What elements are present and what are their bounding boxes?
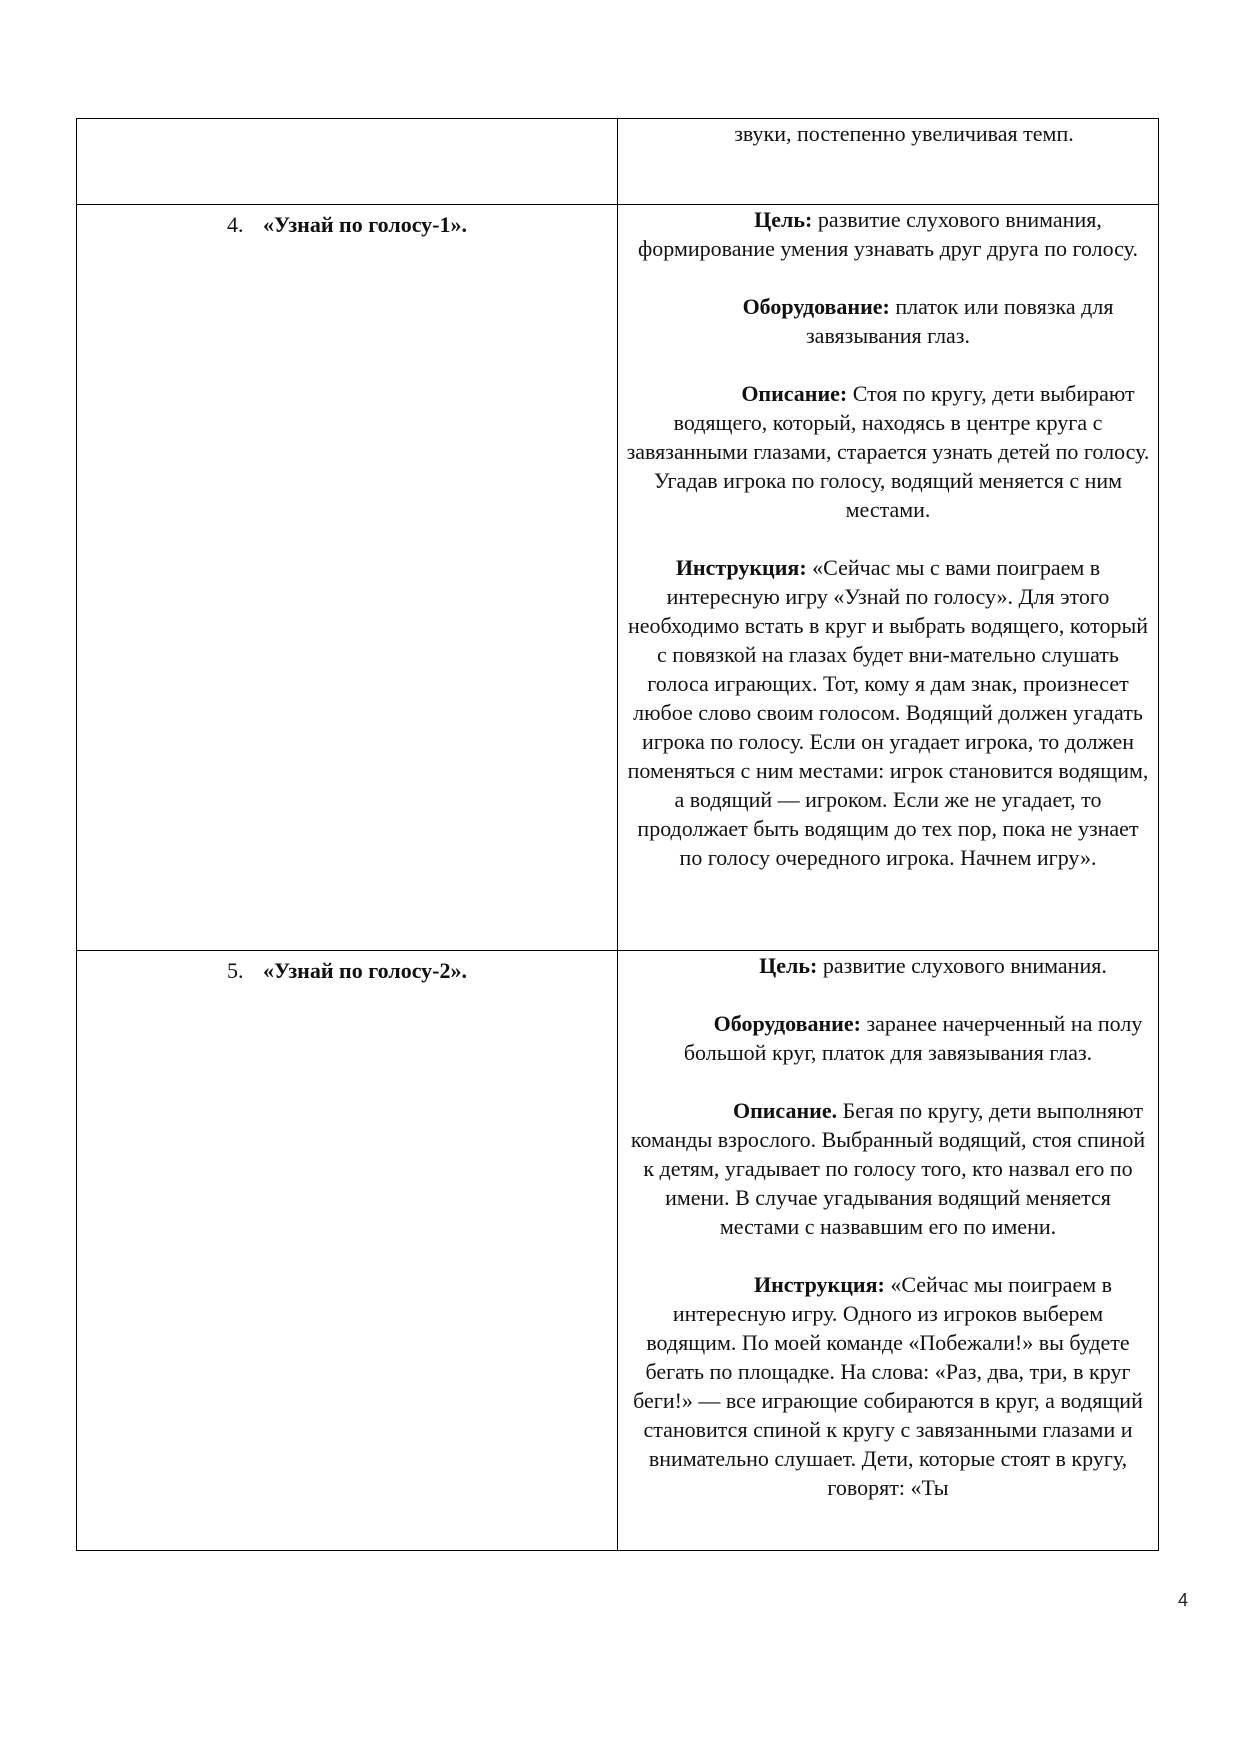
equipment-paragraph	[626, 1009, 1150, 1067]
continuation-text: звуки, постепенно увеличивая темп.	[734, 121, 1074, 146]
goal-paragraph	[626, 205, 1150, 263]
table-row	[77, 119, 1159, 205]
game-name: «Узнай по голосу-1».	[263, 212, 468, 237]
description-text: Стоя по кругу, дети выбирают водящего, который, находясь в центре круга с завязанными глазами, старается узнать детей по голосу. Угадав игрока по голосу, водящий меняется с ним местами.	[626, 381, 1150, 522]
equipment-text: заранее начерченный на полу большой круг, платок для завязывания глаз.	[683, 1011, 1143, 1065]
equipment-text: платок или повязка для завязывания глаз.	[805, 294, 1114, 348]
description-text: Бегая по кругу, дети выполняют команды взрослого. Выбранный водящий, стоя спиной к детям, угадывает по голосу того, кто назвал его по имени. В случае угадывания водящий меняется местами с назвавшим его по имени.	[630, 1098, 1146, 1239]
goal-text: развитие слухового внимания.	[822, 953, 1107, 978]
page-number: 4	[1178, 1590, 1189, 1610]
instruction-text: «Сейчас мы с вами поиграем в интересную игру «Узнай по голосу». Для этого необходимо встать в круг и выбрать водящего, который с повязкой на глазах будет вни-мательно слушать голоса играющих. Тот, кому я дам знак, произнесет любое слово своим голосом. Водящий должен угадать игрока по голосу. Если он угадает игрока, то должен поменяться с ним местами: игрок становится водящим, а водящий — игроком. Если же не угадает, то продолжает быть водящим до тех пор, пока не узнает по голосу очередного игрока. Начнем игру».	[627, 555, 1149, 870]
game-title	[77, 951, 617, 985]
instruction-paragraph	[626, 553, 1150, 872]
equipment-label: Оборудование:	[742, 294, 890, 319]
description-paragraph	[626, 1096, 1150, 1241]
goal-label: Цель:	[754, 207, 813, 232]
row-content-cell	[618, 205, 1159, 951]
table-row	[77, 951, 1159, 1551]
goal-paragraph	[626, 951, 1150, 980]
table-row	[77, 205, 1159, 951]
row-content-cell	[618, 119, 1159, 205]
row-title-cell	[77, 119, 618, 205]
row-content-cell	[618, 951, 1159, 1551]
description-label: Описание:	[741, 381, 848, 406]
instruction-text: «Сейчас мы поиграем в интересную игру. Одного из игроков выберем водящим. По моей команде «Побежали!» вы будете бегать по площадке. На слова: «Раз, два, три, в круг беги!» — все играющие собираются в круг, а водящий становится спиной к кругу с завязанными глазами и внимательно слушает. Дети, которые стоят в кругу, говорят: «Ты	[633, 1272, 1143, 1500]
game-number: 5.	[227, 958, 244, 983]
instruction-paragraph	[626, 1270, 1150, 1502]
game-name: «Узнай по голосу-2».	[263, 958, 468, 983]
goal-label: Цель:	[759, 953, 818, 978]
description-paragraph	[626, 379, 1150, 524]
game-title	[77, 205, 617, 239]
instruction-label: Инструкция:	[675, 555, 807, 580]
row-title-cell	[77, 205, 618, 951]
description-label: Описание.	[732, 1098, 838, 1123]
equipment-label: Оборудование:	[713, 1011, 861, 1036]
game-number: 4.	[227, 212, 244, 237]
row-title-cell	[77, 951, 618, 1551]
instruction-label: Инструкция:	[753, 1272, 885, 1297]
goal-text: развитие слухового внимания, формирование умения узнавать друг друга по голосу.	[638, 207, 1138, 261]
equipment-paragraph	[626, 292, 1150, 350]
games-table	[76, 118, 1159, 1551]
